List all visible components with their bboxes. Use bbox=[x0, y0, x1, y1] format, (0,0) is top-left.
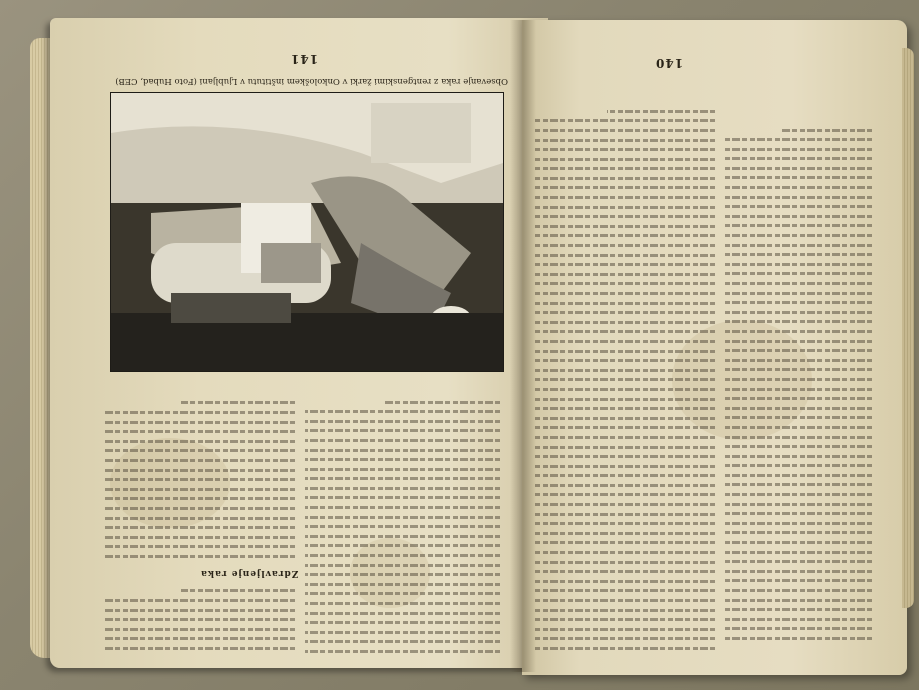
x-ray-treatment-photo bbox=[110, 92, 504, 372]
text-column-right-b bbox=[722, 80, 872, 640]
text-column-left-b bbox=[305, 378, 500, 653]
text-column-left-a bbox=[105, 378, 295, 558]
right-page-number: 140 bbox=[655, 56, 684, 70]
book-gutter bbox=[510, 20, 536, 672]
section-heading: Zdravljenje raka bbox=[200, 568, 299, 578]
page-stack-right bbox=[902, 48, 914, 608]
photo-caption: Obsevanje raka z rentgenskimi žarki v Onkološkem inštitutu v Ljubljani (Foto Hubad, CEB) bbox=[115, 76, 508, 86]
text-column-right-a bbox=[535, 75, 715, 650]
left-page-number: 141 bbox=[290, 52, 319, 66]
text-column-left-a2 bbox=[105, 580, 295, 650]
